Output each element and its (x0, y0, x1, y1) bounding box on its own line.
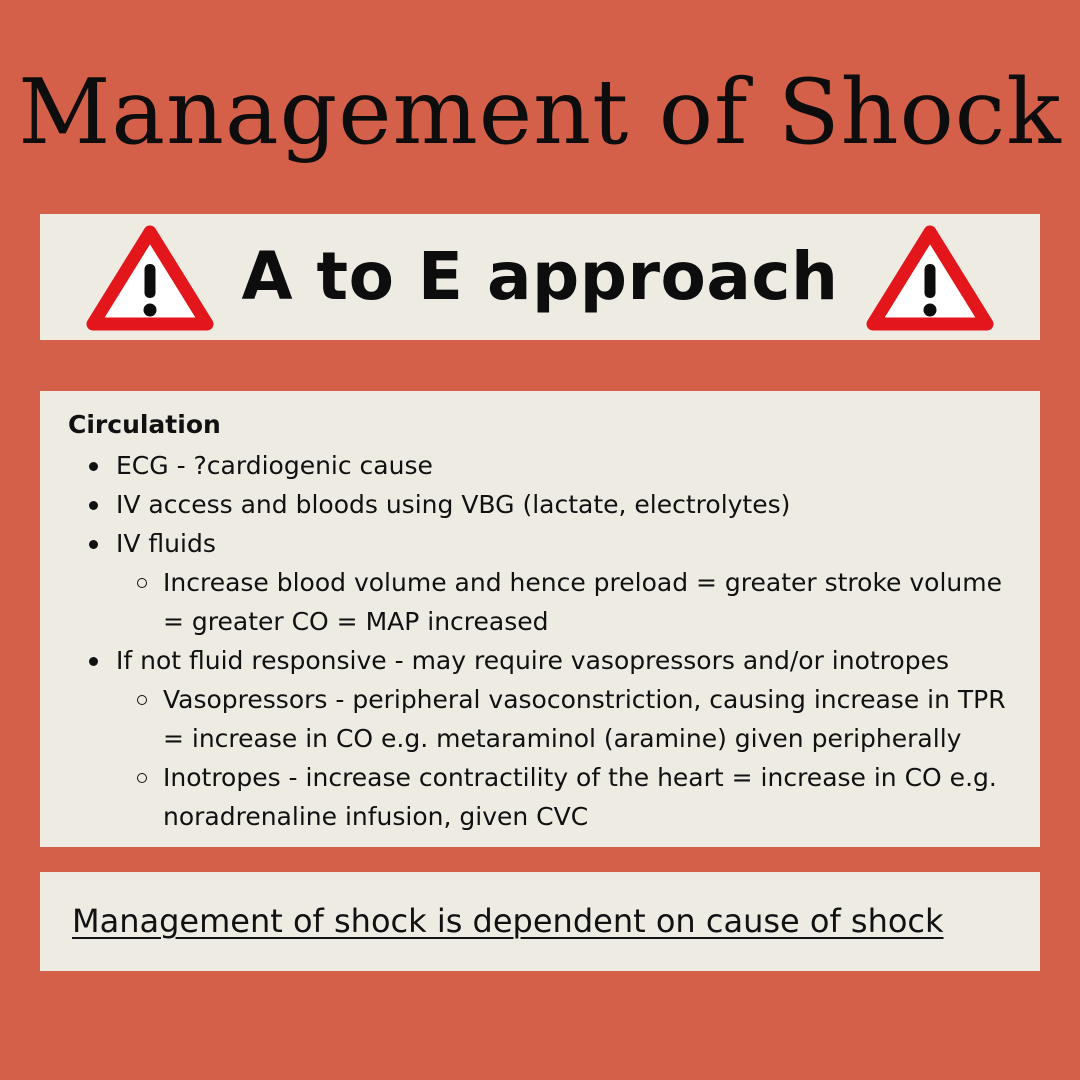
sub-list-item (116, 680, 1020, 758)
list-item (68, 446, 1020, 485)
banner-title: A to E approach (241, 238, 839, 315)
list-item (68, 524, 1020, 641)
footer-panel (40, 872, 1040, 971)
sub-list-item-text: Increase blood volume and hence preload = greater stroke volume = greater CO = MAP increased (163, 568, 1002, 636)
warning-triangle-icon (85, 222, 215, 332)
list-item-text: IV access and bloods using VBG (lactate, electrolytes) (116, 490, 791, 519)
approach-banner (40, 214, 1040, 340)
list-item-text: If not fluid responsive - may require vasopressors and/or inotropes (116, 646, 949, 675)
sub-list-item (116, 758, 1020, 836)
list-item-text: IV fluids (116, 529, 216, 558)
list-item (68, 641, 1020, 836)
footer-note: Management of shock is dependent on cause of shock (72, 902, 944, 940)
sub-list-item (116, 563, 1020, 641)
circulation-panel (40, 391, 1040, 847)
list-item-text: ECG - ?cardiogenic cause (116, 451, 433, 480)
sub-list (116, 680, 1020, 836)
sub-list (116, 563, 1020, 641)
list-item (68, 485, 1020, 524)
warning-triangle-icon (865, 222, 995, 332)
sub-list-item-text: Vasopressors - peripheral vasoconstriction, causing increase in TPR = increase in CO e.g. metaraminol (aramine) given peripherally (163, 685, 1006, 753)
section-heading: Circulation (68, 410, 221, 439)
bullet-list (68, 446, 1020, 836)
sub-list-item-text: Inotropes - increase contractility of the heart = increase in CO e.g. noradrenaline infusion, given CVC (163, 763, 997, 831)
page-title: Management of Shock (18, 60, 1062, 165)
